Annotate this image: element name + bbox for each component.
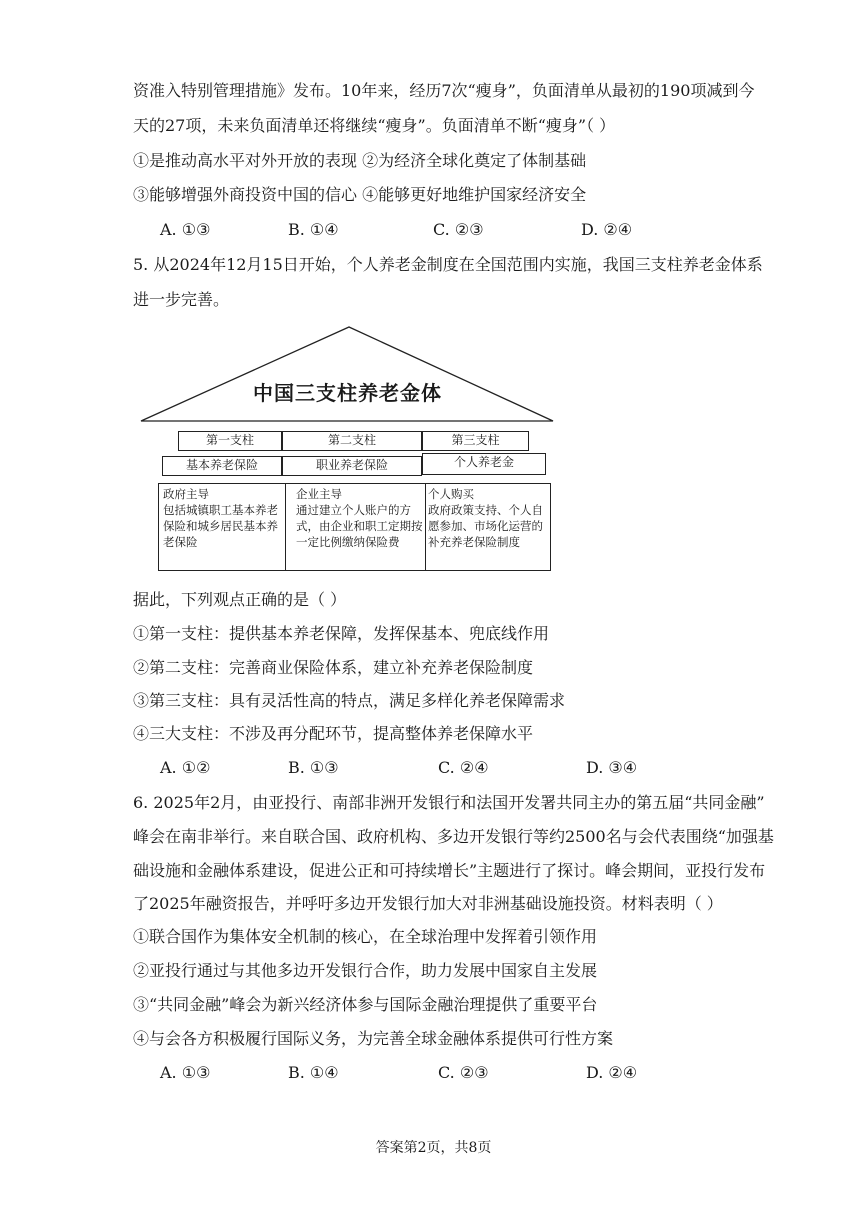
q5-stem-line-2: 进一步完善。 bbox=[133, 290, 230, 309]
q5-item-3: ③第三支柱：具有灵活性高的特点，满足多样化养老保障需求 bbox=[133, 691, 566, 710]
pillar-1-type: 基本养老保险 bbox=[162, 456, 282, 476]
pillar-2-desc-text: 企业主导 通过建立个人账户的方式，由企业和职工定期按一定比例缴纳保险费 bbox=[296, 487, 423, 549]
q5-option-c[interactable]: C. ②④ bbox=[438, 758, 489, 777]
q4-option-c[interactable]: C. ②③ bbox=[433, 220, 484, 239]
q5-option-a[interactable]: A. ①② bbox=[160, 758, 211, 777]
q4-option-a[interactable]: A. ①③ bbox=[160, 220, 211, 239]
q6-option-b[interactable]: B. ①④ bbox=[288, 1063, 339, 1082]
q4-option-d[interactable]: D. ②④ bbox=[581, 220, 633, 239]
pillar-2-desc bbox=[285, 484, 425, 570]
pillar-1-desc-text: 政府主导 包括城镇职工基本养老保险和城乡居民基本养老保险 bbox=[163, 487, 278, 549]
q6-stem-line-3: 础设施和金融体系建设，促进公正和可持续增长”主题进行了探讨。峰会期间，亚投行发布 bbox=[133, 861, 766, 880]
pillar-3-desc-text: 个人购买 政府政策支持、个人自愿参加、市场化运营的补充养老保险制度 bbox=[428, 487, 543, 549]
q5-item-2: ②第二支柱：完善商业保险体系，建立补充养老保险制度 bbox=[133, 658, 534, 677]
q4-items-line-2: ③能够增强外商投资中国的信心 ④能够更好地维护国家经济安全 bbox=[133, 185, 587, 204]
q6-stem-line-2: 峰会在南非举行。来自联合国、政府机构、多边开发银行等约2500名与会代表围绕“加强基 bbox=[133, 827, 774, 846]
pillar-desc-box bbox=[158, 483, 551, 571]
pillar-1-name: 第一支柱 bbox=[178, 431, 282, 451]
pillar-3-name: 第三支柱 bbox=[422, 431, 529, 451]
pillar-3-desc bbox=[425, 484, 550, 570]
roof-shape bbox=[140, 325, 555, 425]
q6-item-2: ②亚投行通过与其他多边开发银行合作，助力发展中国家自主发展 bbox=[133, 961, 598, 980]
pillar-2-name: 第二支柱 bbox=[282, 431, 422, 451]
q6-option-d[interactable]: D. ②④ bbox=[586, 1063, 638, 1082]
q4-option-b[interactable]: B. ①④ bbox=[288, 220, 339, 239]
q6-stem-line-4: 了2025年融资报告，并呼吁多边开发银行加大对非洲基础设施投资。材料表明（ ） bbox=[133, 894, 723, 913]
page-footer: 答案第2页，共8页 bbox=[375, 1140, 492, 1156]
pillar-1-desc bbox=[159, 484, 285, 570]
q6-option-a[interactable]: A. ①③ bbox=[160, 1063, 211, 1082]
pillar-3-type: 个人养老金 bbox=[422, 453, 546, 475]
q6-option-c[interactable]: C. ②③ bbox=[438, 1063, 489, 1082]
pillar-2-type: 职业养老保险 bbox=[282, 456, 422, 476]
q6-stem-line-1: 6. 2025年2月，由亚投行、南部非洲开发银行和法国开发署共同主办的第五届“共同金融” bbox=[133, 793, 765, 812]
q5-option-d[interactable]: D. ③④ bbox=[586, 758, 638, 777]
q5-stem-line-1: 5. 从2024年12月15日开始，个人养老金制度在全国范围内实施，我国三支柱养老金体系 bbox=[133, 255, 763, 274]
q4-options bbox=[160, 219, 632, 241]
q5-prompt: 据此，下列观点正确的是（ ） bbox=[133, 590, 347, 609]
q5-item-1: ①第一支柱：提供基本养老保障，发挥保基本、兜底线作用 bbox=[133, 624, 550, 643]
q4-stem-line-1: 资准入特别管理措施》发布。10年来，经历7次“瘦身”，负面清单从最初的190项减到今 bbox=[133, 81, 755, 100]
diagram-title: 中国三支柱养老金体 bbox=[253, 381, 442, 405]
q5-option-b[interactable]: B. ①③ bbox=[288, 758, 339, 777]
q5-options bbox=[160, 757, 637, 779]
q6-item-3: ③“共同金融”峰会为新兴经济体参与国际金融治理提供了重要平台 bbox=[133, 995, 598, 1014]
q6-options bbox=[160, 1062, 637, 1084]
q4-items-line-1: ①是推动高水平对外开放的表现 ②为经济全球化奠定了体制基础 bbox=[133, 151, 587, 170]
pension-pillars-diagram bbox=[140, 325, 555, 575]
q6-item-1: ①联合国作为集体安全机制的核心，在全球治理中发挥着引领作用 bbox=[133, 927, 598, 946]
q5-item-4: ④三大支柱：不涉及再分配环节，提高整体养老保障水平 bbox=[133, 724, 534, 743]
q4-stem-line-2: 天的27项，未来负面清单还将继续“瘦身”。负面清单不断“瘦身”（ ） bbox=[133, 116, 616, 135]
q6-item-4: ④与会各方积极履行国际义务，为完善全球金融体系提供可行性方案 bbox=[133, 1029, 614, 1048]
